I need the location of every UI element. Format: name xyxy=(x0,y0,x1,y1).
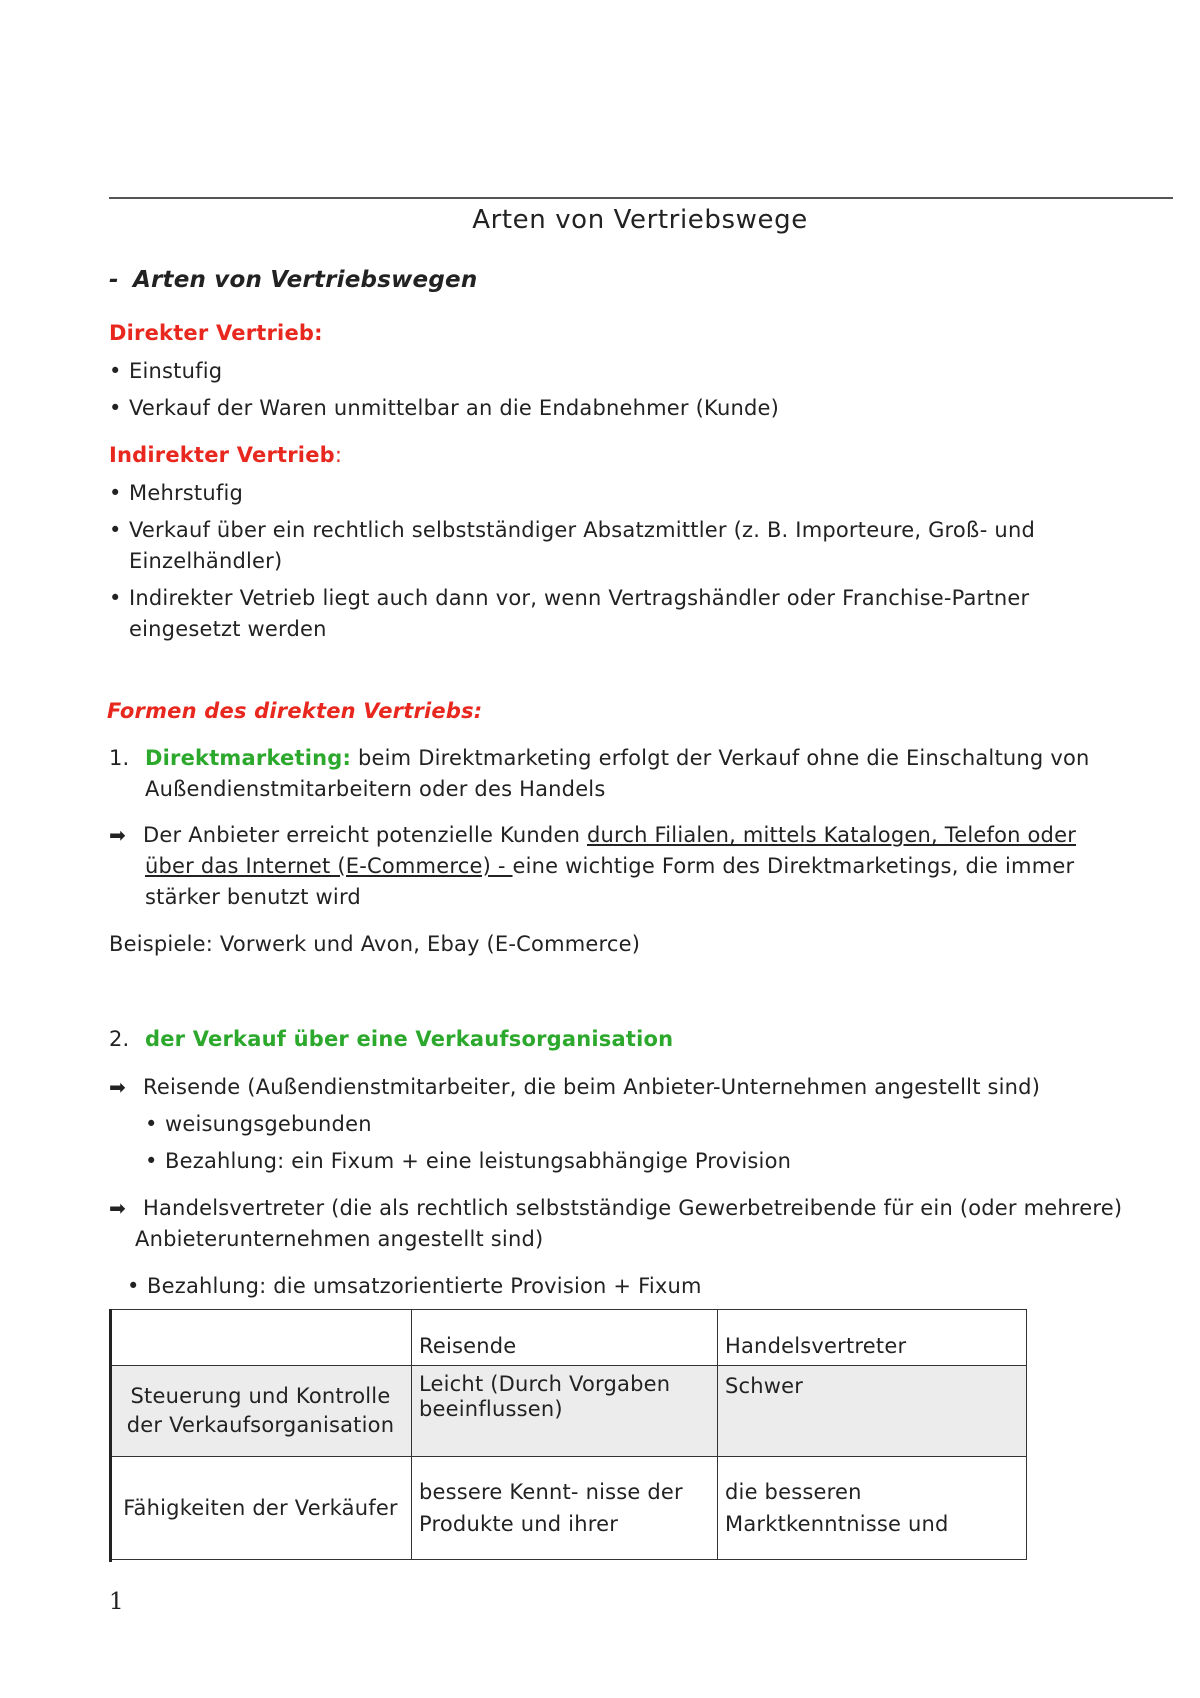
bullet-icon: • xyxy=(145,1112,158,1136)
page-number: 1 xyxy=(109,1589,124,1615)
arrow-item-continuation xyxy=(145,851,1074,882)
arrow-right-icon: ➡ xyxy=(109,1196,126,1220)
arrow-item-underlined: durch Filialen, mittels Katalogen, Telefon oder xyxy=(586,823,1077,847)
forms-heading: Formen des direkten Vertriebs: xyxy=(107,699,483,723)
arrow-item xyxy=(109,1193,1122,1224)
list-item xyxy=(109,515,1035,546)
arrow-right-icon: ➡ xyxy=(109,823,126,847)
arrow-item-underlined: über das Internet (E-Commerce) - xyxy=(145,854,513,878)
table-cell: Schwer xyxy=(718,1366,1027,1457)
list-item xyxy=(109,393,779,424)
section-heading-text: Arten von Vertriebswegen xyxy=(132,267,478,293)
indirect-sales-heading xyxy=(109,440,342,471)
bullet-icon: • xyxy=(109,359,122,383)
direct-sales-heading: Direkter Vertrieb: xyxy=(109,321,323,345)
table-left-border xyxy=(109,1309,112,1562)
bullet-icon: • xyxy=(109,396,122,420)
list-item xyxy=(109,478,243,509)
item-number: 1. xyxy=(109,746,130,770)
list-item-text: weisungsgebunden xyxy=(165,1112,372,1136)
table-row-label: Steuerung und Kontrolle der Verkaufsorganisation xyxy=(110,1366,412,1457)
bullet-icon: • xyxy=(127,1274,140,1298)
list-item-text: Bezahlung: die umsatzorientierte Provision + Fixum xyxy=(147,1274,702,1298)
numbered-item-2 xyxy=(109,1024,673,1055)
list-item-text: Verkauf der Waren unmittelbar an die Endabnehmer (Kunde) xyxy=(129,396,780,420)
table-row-label: Fähigkeiten der Verkäufer xyxy=(110,1457,412,1560)
list-item-text: Mehrstufig xyxy=(129,481,244,505)
numbered-item-1-continuation: Außendienstmitarbeitern oder des Handels xyxy=(145,777,606,801)
item-term: Direktmarketing: xyxy=(145,746,352,770)
arrow-item xyxy=(109,820,1076,851)
arrow-item xyxy=(109,1072,1040,1103)
bullet-icon: • xyxy=(109,586,122,610)
table-header-cell: Handelsvertreter xyxy=(718,1310,1027,1366)
examples-text: Beispiele: Vorwerk und Avon, Ebay (E-Commerce) xyxy=(109,932,641,956)
header-rule xyxy=(109,197,1173,199)
arrow-right-icon: ➡ xyxy=(109,1075,126,1099)
table-row xyxy=(110,1457,1027,1560)
indirect-sales-heading-text: Indirekter Vertrieb xyxy=(109,443,335,467)
arrow-item-text: Der Anbieter erreicht potenzielle Kunden xyxy=(143,823,587,847)
list-item xyxy=(145,1109,372,1140)
table-cell: die besseren Marktkenntnisse und xyxy=(718,1457,1027,1560)
arrow-item-continuation: stärker benutzt wird xyxy=(145,885,361,909)
list-item-continuation: Einzelhändler) xyxy=(129,549,283,573)
indirect-sales-heading-colon: : xyxy=(334,443,343,467)
list-item-text: Verkauf über ein rechtlich selbstständiger Absatzmittler (z. B. Importeure, Groß- und xyxy=(129,518,1035,542)
list-item-text: Bezahlung: ein Fixum + eine leistungsabhängige Provision xyxy=(165,1149,792,1173)
table-row xyxy=(110,1366,1027,1457)
list-item xyxy=(127,1271,702,1302)
list-item-continuation: eingesetzt werden xyxy=(129,617,327,641)
page-title: Arten von Vertriebswege xyxy=(472,205,808,235)
list-item xyxy=(109,356,222,387)
item-text: beim Direktmarketing erfolgt der Verkauf ohne die Einschaltung von xyxy=(351,746,1090,770)
table-cell: Leicht (Durch Vorgaben beeinflussen) xyxy=(412,1366,718,1457)
bullet-icon: • xyxy=(109,518,122,542)
arrow-item-text: Handelsvertreter (die als rechtlich selbstständige Gewerbetreibende für ein (oder mehrere) xyxy=(143,1196,1123,1220)
bullet-icon: • xyxy=(109,481,122,505)
item-number: 2. xyxy=(109,1027,130,1051)
list-item xyxy=(145,1146,791,1177)
section-dash: - xyxy=(109,267,119,293)
arrow-item-continuation: Anbieterunternehmen angestellt sind) xyxy=(135,1227,544,1251)
arrow-item-text: eine wichtige Form des Direktmarketings, die immer xyxy=(512,854,1075,878)
bullet-icon: • xyxy=(145,1149,158,1173)
list-item-text: Indirekter Vetrieb liegt auch dann vor, wenn Vertragshändler oder Franchise-Partner xyxy=(129,586,1030,610)
list-item-text: Einstufig xyxy=(129,359,223,383)
table-header-cell: Reisende xyxy=(412,1310,718,1366)
section-heading xyxy=(109,265,477,296)
arrow-item-text: Reisende (Außendienstmitarbeiter, die beim Anbieter-Unternehmen angestellt sind) xyxy=(143,1075,1041,1099)
table-cell: bessere Kennt- nisse der Produkte und ihrer xyxy=(412,1457,718,1560)
list-item xyxy=(109,583,1029,614)
table-header-cell xyxy=(110,1310,412,1366)
numbered-item-1 xyxy=(109,743,1090,774)
item-term: der Verkauf über eine Verkaufsorganisation xyxy=(145,1027,674,1051)
table-header-row xyxy=(110,1310,1027,1366)
comparison-table xyxy=(109,1309,1027,1560)
